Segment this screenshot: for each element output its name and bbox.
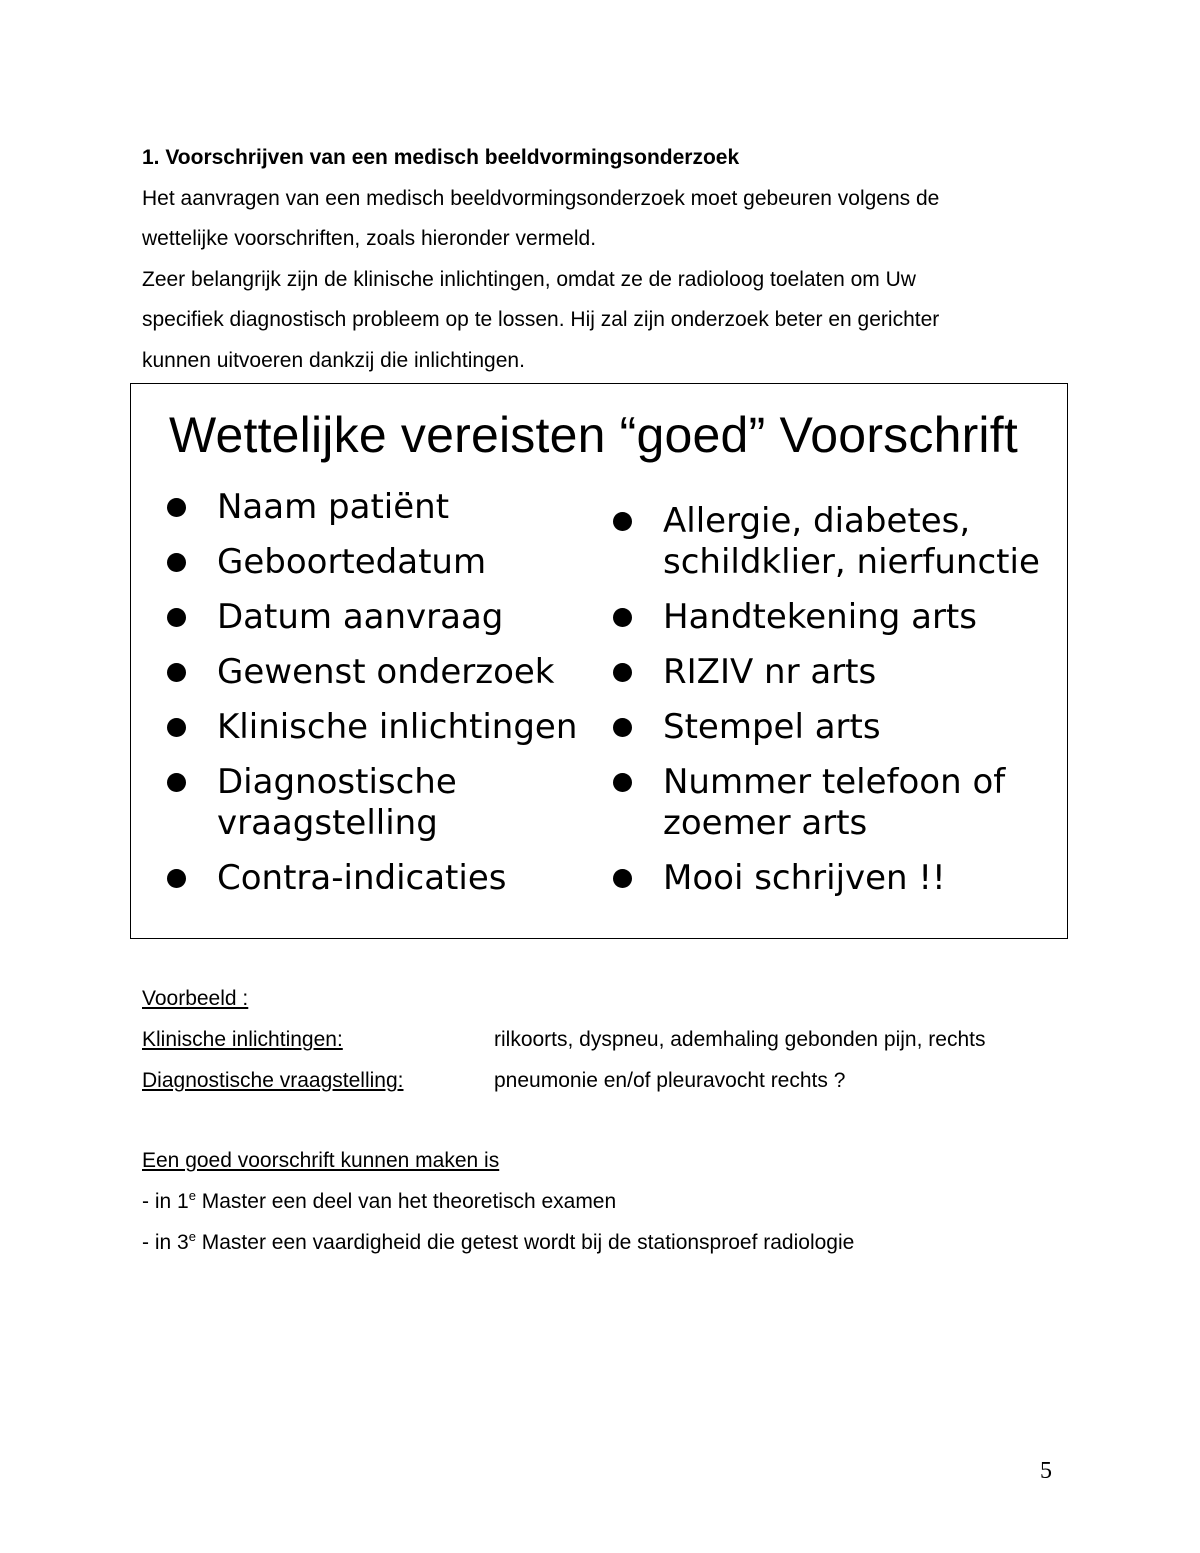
notes-item-prefix: - in 1	[142, 1190, 189, 1213]
list-item-text: Nummer telefoon of zoemer arts	[663, 762, 1006, 843]
bullet-icon	[613, 718, 632, 737]
list-item	[163, 652, 593, 693]
list-item-text: Mooi schrijven !!	[663, 858, 946, 898]
notes-item-text: Master een vaardigheid die getest wordt bij de stationsproef radiologie	[195, 1231, 855, 1254]
list-item-text: Naam patiënt	[217, 487, 450, 527]
intro-section	[142, 138, 1072, 381]
bullet-icon	[167, 663, 186, 682]
list-item	[163, 858, 593, 899]
notes-item	[142, 1222, 1072, 1263]
example-row	[142, 1060, 1072, 1101]
intro-line: Het aanvragen van een medisch beeldvormingsonderzoek moet gebeuren volgens de	[142, 186, 940, 210]
list-item	[609, 707, 1049, 748]
list-item-text: Geboortedatum	[217, 542, 487, 582]
example-row-label: Diagnostische vraagstelling:	[142, 1069, 404, 1092]
bullet-icon	[167, 608, 186, 627]
intro-line: Zeer belangrijk zijn de klinische inlichtingen, omdat ze de radioloog toelaten om Uw	[142, 267, 916, 291]
example-row-label: Klinische inlichtingen:	[142, 1028, 343, 1051]
example-row	[142, 1019, 1072, 1060]
bullet-icon	[167, 498, 186, 517]
list-item-text: Gewenst onderzoek	[217, 652, 555, 692]
list-item	[163, 597, 593, 638]
intro-line: wettelijke voorschriften, zoals hieronder vermeld.	[142, 227, 597, 250]
bullet-icon	[167, 869, 186, 888]
intro-line: specifiek diagnostisch probleem op te lossen. Hij zal zijn onderzoek beter en gerichter	[142, 308, 940, 331]
notes-item-prefix: - in 3	[142, 1231, 189, 1254]
bullet-icon	[613, 608, 632, 627]
notes-item	[142, 1181, 1072, 1222]
example-section	[142, 978, 1072, 1101]
list-item	[609, 597, 1049, 638]
list-item-text: Handtekening arts	[663, 597, 977, 637]
example-row-value: pneumonie en/of pleuravocht rechts ?	[494, 1069, 846, 1092]
bullet-icon	[613, 663, 632, 682]
bullet-icon	[613, 512, 632, 531]
example-label: Voorbeeld :	[142, 987, 249, 1010]
section-heading: 1. Voorschrijven van een medisch beeldvormingsonderzoek	[142, 146, 740, 169]
bullet-icon	[613, 869, 632, 888]
list-item-text: Datum aanvraag	[217, 597, 504, 637]
intro-line: kunnen uitvoeren dankzij die inlichtingen.	[142, 348, 525, 372]
list-item	[609, 501, 1049, 583]
list-item	[609, 652, 1049, 693]
list-item	[163, 707, 593, 748]
requirements-list-right	[609, 501, 1049, 913]
list-item-text: Stempel arts	[663, 707, 881, 747]
bullet-icon	[167, 773, 186, 792]
list-item-text: Allergie, diabetes, schildklier, nierfunctie	[663, 501, 1040, 582]
list-item	[163, 762, 593, 844]
requirements-title: Wettelijke vereisten “goed” Voorschrift	[169, 407, 1018, 463]
example-row-value: rilkoorts, dyspneu, ademhaling gebonden pijn, rechts	[494, 1028, 986, 1051]
list-item	[163, 542, 593, 583]
bullet-icon	[167, 718, 186, 737]
notes-heading: Een goed voorschrift kunnen maken is	[142, 1149, 500, 1172]
list-item-text: RIZIV nr arts	[663, 652, 877, 692]
bullet-icon	[613, 773, 632, 792]
notes-item-superscript: e	[188, 1229, 196, 1244]
requirements-list-left	[163, 487, 593, 913]
list-item	[609, 762, 1049, 844]
list-item-text: Diagnostische vraagstelling	[217, 762, 457, 843]
list-item-text: Contra-indicaties	[217, 858, 507, 898]
notes-item-superscript: e	[188, 1188, 196, 1203]
list-item	[609, 858, 1049, 899]
notes-item-text: Master een deel van het theoretisch examen	[195, 1190, 617, 1213]
list-item	[163, 487, 593, 528]
requirements-box	[130, 383, 1068, 939]
bullet-icon	[167, 553, 186, 572]
notes-section	[142, 1140, 1072, 1263]
list-item-text: Klinische inlichtingen	[217, 707, 578, 747]
page-number: 5	[1040, 1458, 1052, 1484]
